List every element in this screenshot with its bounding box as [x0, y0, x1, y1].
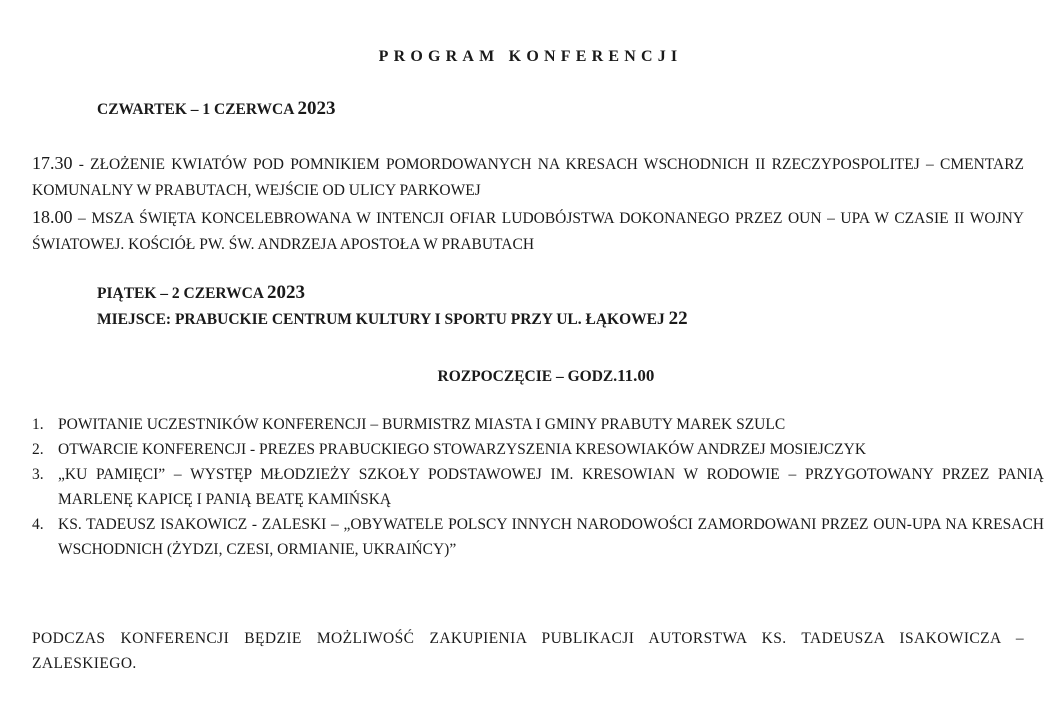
start-label: ROZPOCZĘCIE – GODZ. — [437, 368, 618, 385]
list-item — [32, 437, 1044, 462]
start-time: 11.00 — [617, 366, 655, 385]
list-item — [32, 412, 1044, 437]
list-item — [32, 462, 1044, 512]
day1-heading — [97, 98, 335, 120]
day1-event — [32, 150, 1024, 204]
day1-heading-year: 2023 — [297, 98, 336, 119]
day2-venue — [97, 308, 688, 330]
item-number: 3. — [32, 466, 44, 483]
event-time: 17.30 — [32, 153, 73, 173]
venue-label: MIEJSCE: PRABUCKIE CENTRUM KULTURY I SPORTU PRZY UL. ŁĄKOWEJ — [97, 311, 665, 328]
event-time: 18.00 — [32, 207, 73, 227]
item-text: OTWARCIE KONFERENCJI - PREZES PRABUCKIEGO STOWARZYSZENIA KRESOWIAKÓW ANDRZEJ MOSIEJCZYK — [58, 441, 867, 458]
item-number: 1. — [32, 416, 44, 433]
program-list — [32, 412, 1044, 562]
page-title: PROGRAM KONFERENCJI — [378, 48, 683, 65]
day1-event — [32, 204, 1024, 258]
venue-number: 22 — [668, 308, 688, 329]
footer-note: PODCZAS KONFERENCJI BĘDZIE MOŻLIWOŚĆ ZAKUPIENIA PUBLIKACJI AUTORSTWA KS. TADEUSZA ISAKOWICZA – ZALESKIEGO. — [32, 630, 1024, 672]
start-time-heading — [0, 366, 1061, 386]
item-text: „KU PAMIĘCI” – WYSTĘP MŁODZIEŻY SZKOŁY PODSTAWOWEJ IM. KRESOWIAN W RODOWIE – PRZYGOTOWANY PRZEZ PANIĄ MARLENĘ KAPICĘ I PANIĄ BEATĘ KAMIŃSKĄ — [58, 466, 1044, 508]
list-item — [32, 512, 1044, 562]
event-text: - ZŁOŻENIE KWIATÓW POD POMNIKIEM POMORDOWANYCH NA KRESACH WSCHODNICH II RZECZYPOSPOLITEJ – CMENTARZ KOMUNALNY W PRABUTACH, WEJŚCIE OD ULICY PARKOWEJ — [32, 156, 1024, 199]
item-number: 2. — [32, 441, 44, 458]
day2-heading — [97, 282, 305, 304]
item-text: KS. TADEUSZ ISAKOWICZ - ZALESKI – „OBYWATELE POLSCY INNYCH NARODOWOŚCI ZAMORDOWANI PRZEZ OUN-UPA NA KRESACH WSCHODNICH (ŻYDZI, CZESI, ORMIANIE, UKRAIŃCY)” — [58, 516, 1044, 558]
item-number: 4. — [32, 516, 44, 533]
day1-heading-label: CZWARTEK – 1 CZERWCA — [97, 101, 294, 118]
day1-events — [32, 150, 1024, 258]
event-text: – MSZA ŚWIĘTA KONCELEBROWANA W INTENCJI OFIAR LUDOBÓJSTWA DOKONANEGO PRZEZ OUN – UPA W CZASIE II WOJNY ŚWIATOWEJ. KOŚCIÓŁ PW. ŚW. ANDRZEJA APOSTOŁA W PRABUTACH — [32, 210, 1024, 253]
day2-heading-year: 2023 — [266, 282, 305, 303]
day2-heading-label: PIĄTEK – 2 CZERWCA — [97, 285, 264, 302]
item-text: POWITANIE UCZESTNIKÓW KONFERENCJI – BURMISTRZ MIASTA I GMINY PRABUTY MAREK SZULC — [58, 416, 786, 433]
